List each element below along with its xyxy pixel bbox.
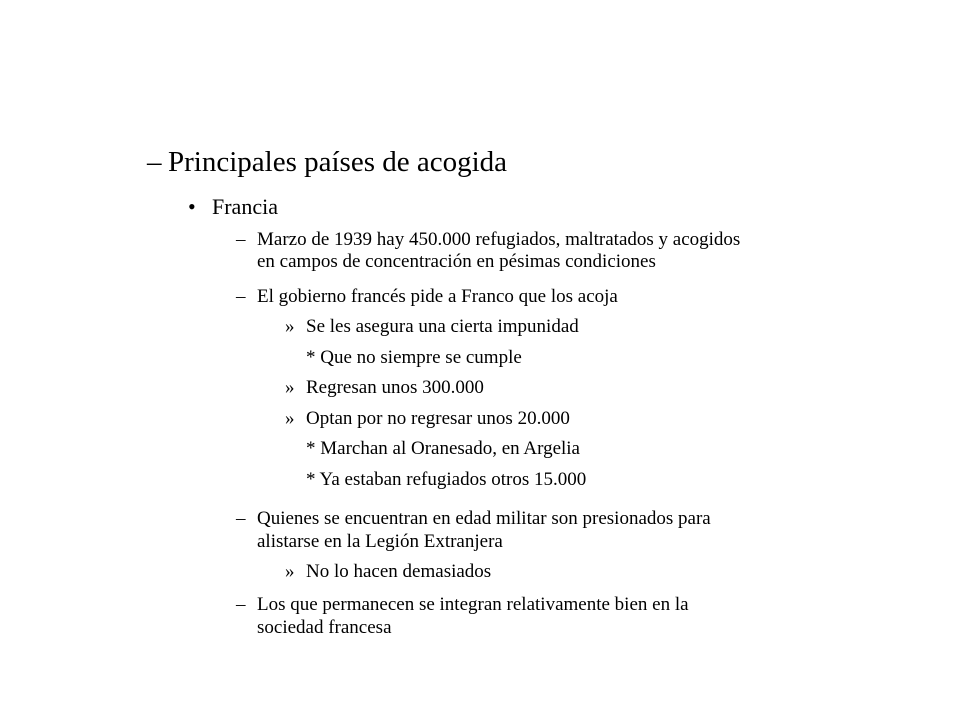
subitem-text-line: Regresan unos 300.000 xyxy=(306,377,484,398)
item-text-line: Los que permanecen se integran relativamente bien en la xyxy=(257,594,689,615)
note-text-line: * Que no siempre se cumple xyxy=(306,347,522,368)
item-text-line: Marzo de 1939 hay 450.000 refugiados, maltratados y acogidos xyxy=(257,229,741,250)
item-dash-marker: – xyxy=(236,229,246,250)
item-text-line: sociedad francesa xyxy=(257,617,392,638)
subitem-text-line: Se les asegura una cierta impunidad xyxy=(306,316,579,337)
country-bullet-marker: • xyxy=(188,194,196,219)
item-dash-marker: – xyxy=(236,594,246,615)
subitem-arrow-marker: » xyxy=(285,377,295,398)
item-text-line: El gobierno francés pide a Franco que los acoja xyxy=(257,286,618,307)
item-dash-marker: – xyxy=(236,508,246,529)
subitem-text-line: Optan por no regresar unos 20.000 xyxy=(306,408,570,429)
slide-heading: Principales países de acogida xyxy=(168,146,508,178)
item-text-line: alistarse en la Legión Extranjera xyxy=(257,531,503,552)
item-text-line: Quienes se encuentran en edad militar son presionados para xyxy=(257,508,711,529)
item-dash-marker: – xyxy=(236,286,246,307)
heading-dash-marker: – xyxy=(147,146,162,178)
subitem-arrow-marker: » xyxy=(285,561,295,582)
subitem-arrow-marker: » xyxy=(285,316,295,337)
country-heading: Francia xyxy=(212,194,278,219)
note-text-line: * Ya estaban refugiados otros 15.000 xyxy=(306,469,587,490)
note-text-line: * Marchan al Oranesado, en Argelia xyxy=(306,438,580,459)
subitem-text-line: No lo hacen demasiados xyxy=(306,561,492,582)
item-text-line: en campos de concentración en pésimas condiciones xyxy=(257,251,656,272)
subitem-arrow-marker: » xyxy=(285,408,295,429)
